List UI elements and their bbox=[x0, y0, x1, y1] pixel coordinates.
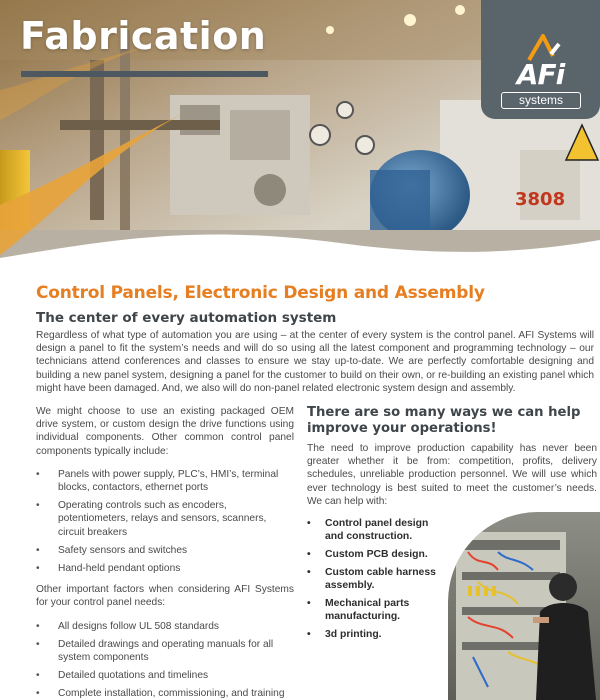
left-column bbox=[36, 405, 294, 700]
list-item: • Custom PCB design. bbox=[307, 548, 449, 561]
page-title: Fabrication bbox=[20, 14, 267, 58]
factors-intro: Other important factors when considering AFI Systems for your control panel needs: bbox=[36, 584, 294, 609]
technician-image bbox=[448, 512, 600, 700]
intro-paragraph: Regardless of what type of automation you are using – at the center of every system is the control panel. AFI Systems will design a panel to fit the system’s needs and will do so using all the latest component and programming technology – our technicians attend conferences and classes to ensure we stay up-to-date. We are perfectly comfortable designing and building a new panel system, designing a panel for the customer to build on their own, or re-building an existing panel which might have been damaged. And, we also will do non-panel related electronic system design and assembly. bbox=[36, 330, 594, 394]
list-item: • Mechanical parts manufacturing. bbox=[307, 597, 449, 623]
list-item: • Safety sensors and switches bbox=[36, 544, 294, 557]
list-item: • Operating controls such as encoders, potentiometers, relays and sensors, scanners, circuit breakers bbox=[36, 499, 294, 539]
list-item: • Detailed quotations and timelines bbox=[36, 669, 294, 682]
list-item: • Detailed drawings and operating manuals for all system components bbox=[36, 638, 294, 664]
logo-brand: AFi bbox=[516, 58, 565, 91]
components-list bbox=[36, 468, 294, 575]
section-subtitle: The center of every automation system bbox=[36, 310, 337, 326]
list-item: • Complete installation, commissioning, and training bbox=[36, 687, 294, 700]
list-item: • Control panel design and construction. bbox=[307, 517, 449, 543]
help-heading: There are so many ways we can help improve your operations! bbox=[307, 405, 581, 436]
services-list bbox=[307, 517, 449, 646]
title-underline bbox=[21, 71, 268, 77]
list-item: • Panels with power supply, PLC’s, HMI’s, terminal blocks, contactors, ethernet ports bbox=[36, 468, 294, 494]
list-item: • Hand-held pendant options bbox=[36, 562, 294, 575]
help-paragraph: The need to improve production capability has never been greater whether it be from: competition, profits, delivery schedules, unreliable production personnel. We will use which ever technology is best suited to meet the customer’s needs. We can help with: bbox=[307, 443, 597, 507]
factors-list bbox=[36, 620, 294, 700]
company-logo bbox=[481, 0, 600, 119]
list-item: • All designs follow UL 508 standards bbox=[36, 620, 294, 633]
technician-photo bbox=[448, 512, 600, 700]
hero-banner bbox=[0, 0, 600, 268]
list-item: • 3d printing. bbox=[307, 628, 449, 641]
svg-text:3808: 3808 bbox=[515, 189, 566, 210]
logo-subtitle: systems bbox=[501, 92, 581, 109]
components-intro: We might choose to use an existing packaged OEM drive system, or custom design the drive functions using individual components. Other common control panel components typically include: bbox=[36, 406, 294, 457]
list-item: • Custom cable harness assembly. bbox=[307, 566, 449, 592]
section-title: Control Panels, Electronic Design and Assembly bbox=[36, 283, 485, 303]
